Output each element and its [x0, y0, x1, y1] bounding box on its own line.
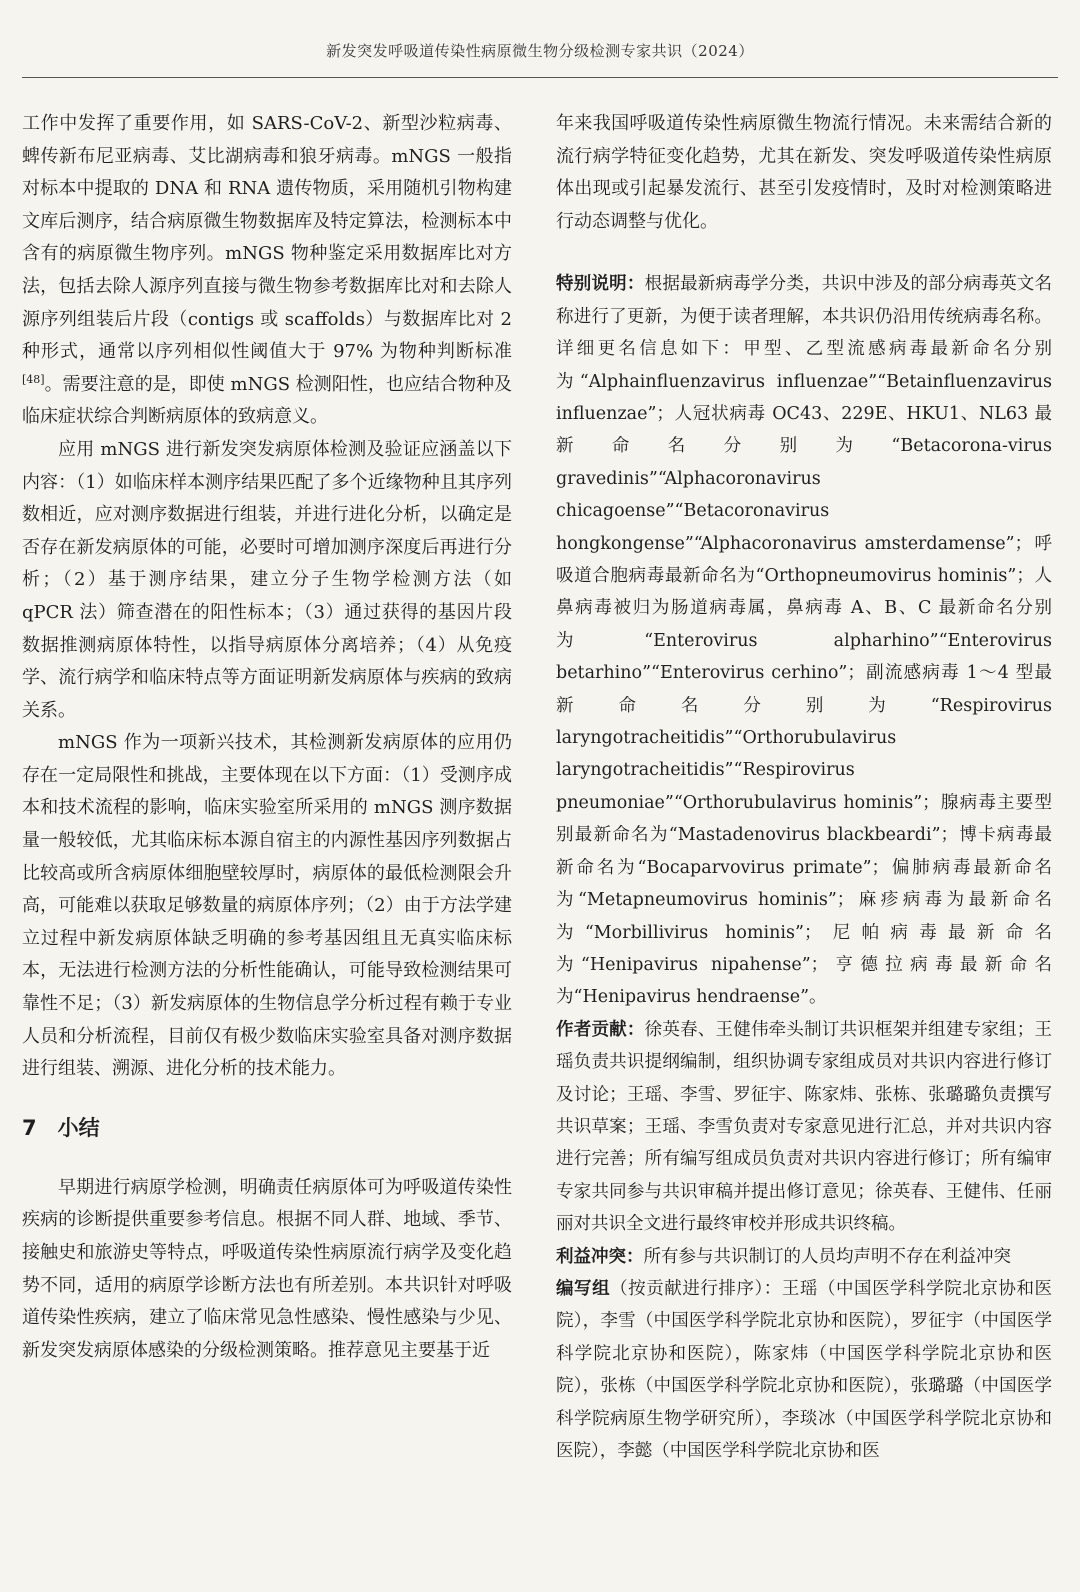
citation-ref: [48] — [22, 372, 45, 386]
special-note: 特别说明：根据最新病毒学分类，共识中涉及的部分病毒英文名称进行了更新，为便于读者理解，本共识仍沿用传统病毒名称。详细更名信息如下：甲型、乙型流感病毒最新命名分别为“Alphainfluenzavirus influenzae”“Betainfluenzavirus influenzae”；人冠状病毒 OC43、229E、HKU1、NL63 最新命名分别为“Betacorona-virus gravedinis”“Alphacoronavirus chicagoense”“Betacoronavirus hongkongense”“Alphacoronavirus amsterdamense”；呼吸道合胞病毒最新命名为“Orthopneumovirus hominis”；人鼻病毒被归为肠道病毒属，鼻病毒 A、B、C 最新命名分别为“Enterovirus alpharhino”“Enterovirus betarhino”“Enterovirus cerhino”；副流感病毒 1～4 型最新命名分别为“Respirovirus laryngotracheitidis”“Orthorubulavirus laryngotracheitidis”“Respirovirus pneumoniae”“Orthorubulavirus hominis”；腺病毒主要型别最新命名为“Mastadenovirus blackbeardi”；博卡病毒最新命名为“Bocaparvovirus primate”；偏肺病毒最新命名为“Metapneumovirus hominis”；麻疹病毒为最新命名为“Morbillivirus hominis”；尼帕病毒最新命名为“Henipavirus nipahense”；亨德拉病毒最新命名为“Henipavirus hendraense”。 — [556, 274, 1053, 1008]
writing-group: 编写组（按贡献进行排序）：王瑶（中国医学科学院北京协和医院），李雪（中国医学科学院北京协和医院），罗征宇（中国医学科学院北京协和医院），陈家炜（中国医学科学院北京协和医院），张栋（中国医学科学院北京协和医院），张璐璐（中国医学科学院病原生物学研究所），李琰冰（中国医学科学院北京协和医院），李懿（中国医学科学院北京协和医 — [556, 1278, 1052, 1461]
author-contributions: 作者贡献：徐英春、王健伟牵头制订共识框架并组建专家组；王瑶负责共识提纲编制，组织协调专家组成员对共识内容进行修订及讨论；王瑶、李雪、罗征宇、陈家炜、张栋、张璐璐负责撰写共识草案；王瑶、李雪负责对专家意见进行汇总，并对共识内容进行完善；所有编写组成员负责对共识内容进行修订；所有编审专家共同参与共识审稿并提出修订意见；徐英春、王健伟、任丽丽对共识全文进行最终审校并形成共识终稿。 — [556, 1019, 1053, 1235]
paragraph-mngs-limitations: mNGS 作为一项新兴技术，其检测新发病原体的应用仍存在一定局限性和挑战，主要体现在以下方面：（1）受测序成本和技术流程的影响，临床实验室所采用的 mNGS 测序数据量一般较低，尤其临床标本源自宿主的内源性基因序列数据占比较高或所含病原体细胞壁较厚时，病原体的最低检测限会升高，可能难以获取足够数量的病原体序列；（2）由于方法学建立过程中新发病原体缺乏明确的参考基因组且无真实临床标本，无法进行检测方法的分析性能确认，可能导致检测结果可靠性不足；（3）新发病原体的生物信息学分析过程有赖于专业人员和分析流程，目前仅有极少数临床实验室具备对测序数据进行组装、溯源、进化分析的技术能力。 — [22, 732, 512, 1080]
conflict-label: 利益冲突： — [556, 1246, 644, 1267]
conflict-of-interest: 利益冲突：所有参与共识制订的人员均声明不存在利益冲突 — [556, 1246, 1011, 1267]
section-heading-summary: 7 小结 — [22, 1115, 100, 1140]
notes-block — [556, 268, 1052, 1467]
paragraph-summary-continued: 年来我国呼吸道传染性病原微生物流行情况。未来需结合新的流行病学特征变化趋势，尤其在新发、突发呼吸道传染性病原体出现或引起暴发流行、甚至引发疫情时，及时对检测策略进行动态调整与优化。 — [556, 113, 1052, 232]
left-column — [22, 108, 512, 1367]
paragraph-mngs-validation: 应用 mNGS 进行新发突发病原体检测及验证应涵盖以下内容：（1）如临床样本测序结果匹配了多个近缘物种且其序列数相近，应对测序数据进行组装，并进行进化分析，以确定是否存在新发病原体的可能，必要时可增加测序深度后再进行分析；（2）基于测序结果，建立分子生物学检测方法（如 qPCR 法）筛查潜在的阳性标本；（3）通过获得的基因片段数据推测病原体特性，以指导病原体分离培养；（4）从免疫学、流行病学和临床特点等方面证明新发病原体与疾病的致病关系。 — [22, 438, 512, 721]
special-note-label: 特别说明： — [556, 274, 645, 295]
writing-group-label: 编写组 — [556, 1278, 611, 1299]
paragraph-summary: 早期进行病原学检测，明确责任病原体可为呼吸道传染性疾病的诊断提供重要参考信息。根据不同人群、地域、季节、接触史和旅游史等特点，呼吸道传染性病原流行病学及变化趋势不同，适用的病原学诊断方法也有所差别。本共识针对呼吸道传染性疾病，建立了临床常见急性感染、慢性感染与少见、新发突发病原体感染的分级检测策略。推荐意见主要基于近 — [22, 1176, 512, 1361]
paragraph-mngs-method: 工作中发挥了重要作用，如 SARS-CoV-2、新型沙粒病毒、蜱传新布尼亚病毒、艾比湖病毒和狼牙病毒。mNGS 一般指对标本中提取的 DNA 和 RNA 遗传物质，采用随机引物构建文库后测序，结合病原微生物数据库及特定算法，检测标本中含有的病原微生物序列。mNGS 物种鉴定采用数据库比对方法，包括去除人源序列直接与微生物参考数据库比对和去除人源序列组装后片段（contigs 或 scaffolds）与数据库比对 2 种形式，通常以序列相似性阈值大于 97% 为物种判断标准[48]。需要注意的是，即使 mNGS 检测阳性，也应结合物种及临床症状综合判断病原体的致病意义。 — [22, 113, 512, 428]
header-rule — [22, 77, 1058, 78]
running-header: 新发突发呼吸道传染性病原微生物分级检测专家共识（2024） — [326, 42, 754, 60]
author-contributions-label: 作者贡献： — [556, 1019, 645, 1040]
right-column — [556, 108, 1052, 1467]
